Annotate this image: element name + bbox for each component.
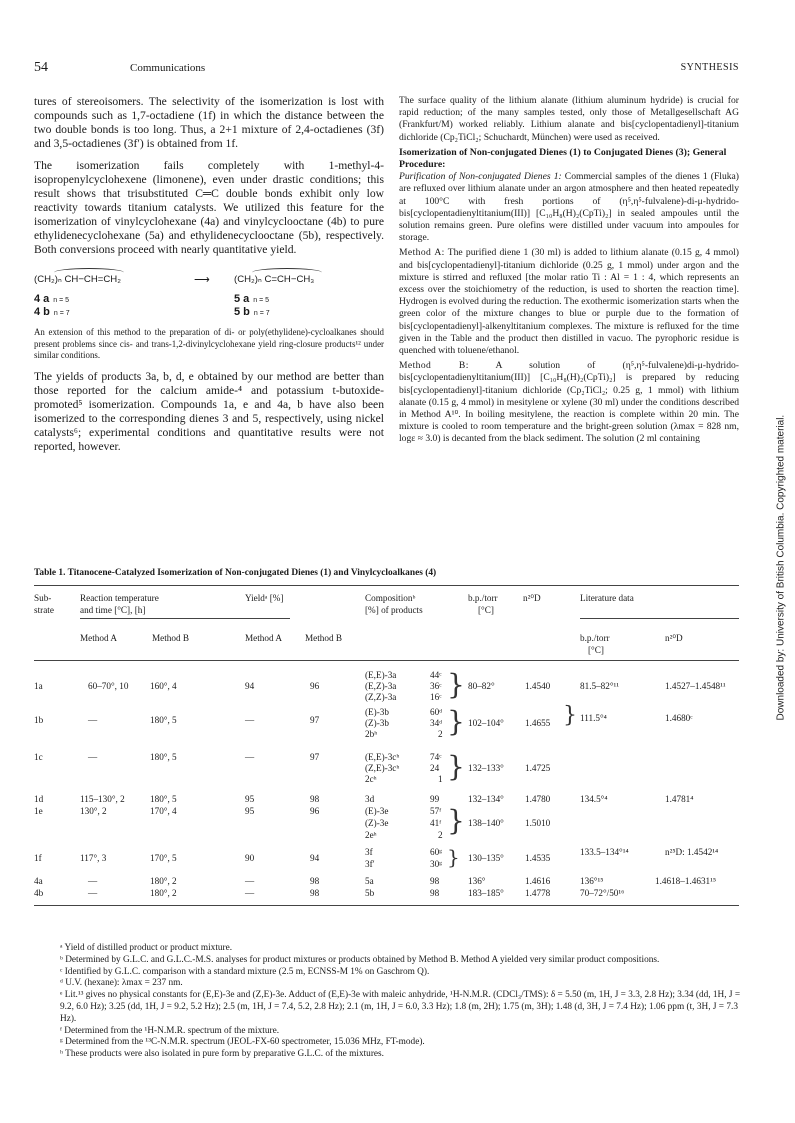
download-watermark: Downloaded by: University of British Columbia. Copyrighted material.	[775, 414, 787, 721]
running-header	[34, 60, 739, 78]
reactant-formula: (CH₂)ₙ CH−CH=CH₂	[34, 274, 121, 285]
footnote: ʰ These products were also isolated in pure form by preparative G.L.C. of the mixtures.	[60, 1049, 384, 1060]
reaction-scheme	[34, 265, 384, 321]
paragraph-small: An extension of this method to the preparation of di- or poly(ethylidene)-cycloalkanes should present problems since cis- and trans-1,2-divinylcyclohexane yield ring-closure products¹² under similar conditions.	[34, 327, 384, 360]
table-rule	[34, 585, 739, 586]
footnote: ᵈ U.V. (hexane): λmax = 237 nm.	[60, 978, 183, 989]
left-column	[34, 95, 384, 462]
compound-label: 5 a n = 5	[234, 293, 270, 305]
compound-label: 4 b n = 7	[34, 306, 70, 318]
procedure-heading: Isomerization of Non-conjugated Dienes (1) to Conjugated Dienes (3); General Procedure:	[399, 146, 727, 171]
right-column	[399, 95, 739, 449]
table-caption: Table 1. Titanocene-Catalyzed Isomerization of Non-conjugated Dienes (1) and Vinylcycloalkanes (4)	[34, 568, 437, 578]
table-rule	[34, 905, 739, 906]
section-title: Communications	[130, 62, 206, 74]
footnote: ᵉ Lit.¹³ gives no physical constants for (E,E)-3e and (Z,E)-3e. Adduct of (E,E)-3e with maleic anhydride, ¹H-N.M.R. (CDCl₃/TMS): δ = 5.50 (m, 1H, J = 3.3, 2.8 Hz); 3.34 (dd, 1H, J = 9.2, 6.0 Hz); 3.25 (dd, 1H, J = 9.2, 5.2 Hz); 2.5 (m, 1H, J = 7.4, 5.2, 2.8 Hz); 2.1 (m, 1H, J = 6.0, 3.3 Hz); 1.8 (m, 2H); 1.75 (m, 3H); 1.48 (d, 3H, J = 7.4 Hz); 1.06 ppm (t, 3H, J = 7.3 Hz).	[60, 990, 741, 1024]
reaction-arrow: ⟶	[194, 274, 210, 286]
footnote: ᵍ Determined from the ¹³C-N.M.R. spectrum (JEOL-FX-60 spectrometer, 15.036 MHz, FT-mode).	[60, 1037, 425, 1048]
compound-label: 4 a n = 5	[34, 293, 70, 305]
footnote: ᶜ Identified by G.L.C. comparison with a standard mixture (2.5 m, ECNSS-M 1% on Gaschrom Q).	[60, 966, 430, 977]
footnote: ᵇ Determined by G.L.C. and G.L.C.-M.S. analyses for product mixtures or products obtained by Method B. Method A yielded very similar product compositions.	[60, 954, 660, 965]
footnote: ᵃ Yield of distilled product or product mixture.	[60, 943, 233, 953]
paragraph: The surface quality of the lithium alanate (lithium aluminum hydride) is crucial for rapid reduction; of the many samples tested, only those of Metallgesellschaft AG (Frankfurt/M) worked reliably. Lithium alanate and bis[cyclopentadienyl]-titanium dichloride (Cp₂TiCl₂; Schuchardt, München) were used as received.	[399, 95, 739, 143]
method-b-paragraph: Method B: A solution of (η⁵,η⁵-fulvalene)di-μ-hydrido-bis[cyclopentadienyltitanium(III)] [C₁₀H₈(H)₂(CpTi)₂] is prepared by reducing bis[cyclopentadienyl]-titanium dichloride (Cp₂TiCl₂; 0.25 g, 1 mmol) with lithium alanate (0.15 g, 4 mmol) in mesitylene or xylene (30 ml) under the conditions described in Method A¹⁰. In boiling mesitylene, the reaction is complete within 20 min. The mixture is cooled to room temperature and the bright-green solution (λmax = 828 nm, logε ≈ 3.0) is decanted from the black sediment. The solution (2 ml containing	[399, 360, 739, 445]
method-a-paragraph: Method A: The purified diene 1 (30 ml) is added to lithium alanate (0.15 g, 4 mmol) and bis[cyclopentadienyl]-titanium dichloride (0.25 g, 1 mmol) under argon and the mixture is stirred and refluxed [the molar ratio Ti : Al = 1 : 4, which represents an excess over the stoichiometry of the reduction, is used to shorten the reaction time]. Hydrogen is evolved during the reduction. The exothermic isomerization starts when the green color of the mixture changes to blue or purple due to the formation of bis[cyclopentadienyl]-alkenyltitanium complexes. The mixture is refluxed for the time given in the Table and the product then distilled in vacuo. The pyrophoric residue is quenched with toluene/ethanol.	[399, 247, 739, 357]
compound-label: 5 b n = 7	[234, 306, 270, 318]
journal-name: SYNTHESIS	[680, 62, 739, 73]
paragraph: The isomerization fails completely with 1-methyl-4-isopropenylcyclohexene (limonene), even under drastic conditions; this result shows that trisubstituted C═C double bonds exhibit only low reactivity towards titanium catalysts. We utilized this feature for the isomerization of vinylcyclohexane (4a) and vinylcyclooctane (4b) to pure ethylidenecyclohexane (5a) and ethylidenecyclooctane (5b), respectively. Both conversions proceed with nearly quantitative yield.	[34, 159, 384, 256]
table-rule	[34, 660, 739, 661]
table-footnotes	[60, 943, 744, 1061]
paragraph: tures of stereoisomers. The selectivity of the isomerization is lost with compounds such as 1,7-octadiene (1f) in which the distance between the two double bonds is too long. Thus, a 2+1 mixture of 2,4-octadienes (3f) and 3,5-octadienes (3f′) is obtained from 1f.	[34, 95, 384, 150]
paragraph: The yields of products 3a, b, d, e obtained by our method are better than those reported for the calcium amide-⁴ and potassium t-butoxide-promoted⁵ isomerization. Compounds 1a, e and 4a, b have also been isomerized to the corresponding dienes 3 and 5, respectively, using nickel catalysts⁶; experimental conditions and quantitative results were not reported, however.	[34, 369, 384, 453]
purification-paragraph: Purification of Non-conjugated Dienes 1: Commercial samples of the dienes 1 (Fluka) are refluxed over lithium alanate under an argon atmosphere and then heated repeatedly at 100°C with fresh portions of (η⁵,η⁵-fulvalene)-di-μ-hydrido-bis[cyclopentadienyltitanium(III)] [C₁₀H₈(H)₂(CpTi)₂] in sealed ampoules until the solution remains green. Pure olefins were distilled under vacuum into ampoules for storage.	[399, 171, 739, 244]
page-number: 54	[34, 60, 48, 75]
footnote: ᶠ Determined from the ¹H-N.M.R. spectrum of the mixture.	[60, 1025, 280, 1036]
product-formula: (CH₂)ₙ C=CH−CH₃	[234, 274, 315, 285]
